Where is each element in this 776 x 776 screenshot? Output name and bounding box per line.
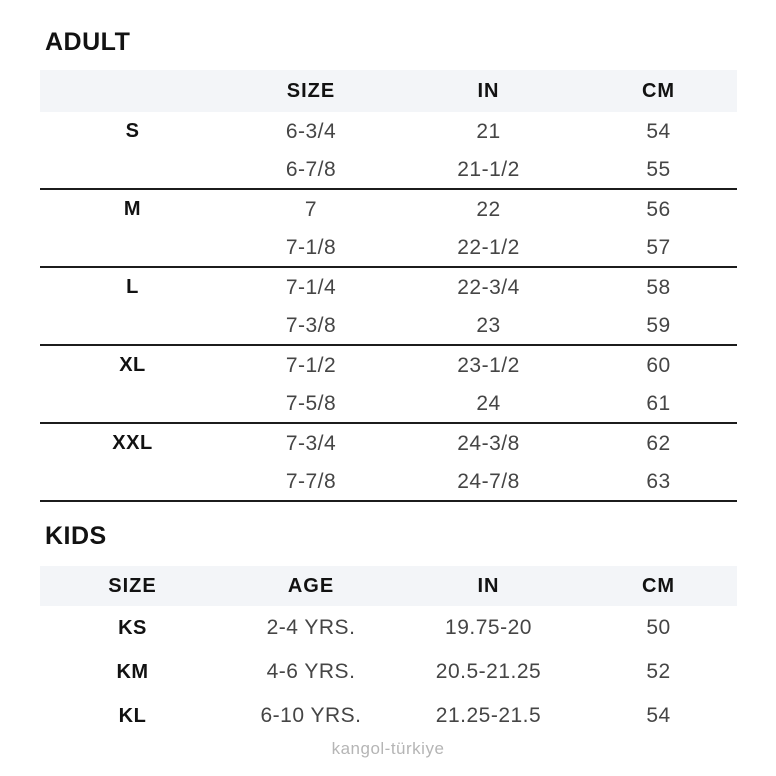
cm-cell: 63 — [646, 469, 671, 493]
in-cell: 24 — [476, 391, 501, 415]
adult-header-cm: CM — [641, 79, 676, 102]
age-cell: 2-4 YRS. — [266, 616, 356, 639]
size-cell: 6-3/4 — [285, 119, 337, 143]
adult-header-size: SIZE — [286, 79, 336, 102]
adult-table-header — [40, 70, 737, 112]
in-cell: 23-1/2 — [457, 353, 520, 377]
cm-cell: 60 — [646, 353, 671, 377]
cm-cell: 50 — [646, 616, 671, 639]
cm-cell: 52 — [646, 660, 671, 683]
adult-section-title: ADULT — [45, 28, 131, 56]
table-row — [40, 307, 737, 346]
kids-table-header — [40, 566, 737, 606]
cm-cell: 61 — [646, 391, 671, 415]
in-cell: 21 — [476, 119, 501, 143]
size-label-cell: KM — [116, 660, 149, 683]
table-row — [40, 190, 737, 229]
cm-cell: 62 — [646, 431, 671, 455]
in-cell: 23 — [476, 313, 501, 337]
kids-section-title: KIDS — [45, 522, 107, 550]
size-cell: 7 — [304, 197, 318, 221]
in-cell: 20.5-21.25 — [435, 660, 542, 683]
cm-cell: 57 — [646, 235, 671, 259]
kids-header-age: AGE — [287, 574, 335, 597]
size-label-cell: S — [125, 120, 140, 142]
table-row — [40, 268, 737, 307]
size-label-cell: M — [123, 198, 142, 220]
table-row — [40, 694, 737, 738]
size-label-cell: L — [126, 276, 139, 298]
age-cell: 6-10 YRS. — [260, 704, 362, 727]
size-cell: 6-7/8 — [285, 157, 337, 181]
table-row — [40, 424, 737, 463]
cm-cell: 56 — [646, 197, 671, 221]
size-cell: 7-3/8 — [285, 313, 337, 337]
kids-header-cm: CM — [641, 574, 676, 597]
kids-header-in: IN — [477, 574, 500, 597]
table-row — [40, 385, 737, 424]
in-cell: 22-3/4 — [457, 275, 520, 299]
size-cell: 7-7/8 — [285, 469, 337, 493]
size-cell: 7-3/4 — [285, 431, 337, 455]
table-row — [40, 606, 737, 650]
watermark-text: kangol-türkiye — [331, 739, 445, 758]
size-cell: 7-5/8 — [285, 391, 337, 415]
table-row — [40, 151, 737, 190]
age-cell: 4-6 YRS. — [266, 660, 356, 683]
size-label-cell: KL — [118, 704, 147, 727]
size-label-cell: KS — [118, 616, 147, 639]
in-cell: 21-1/2 — [457, 157, 520, 181]
adult-size-table — [40, 70, 737, 502]
cm-cell: 54 — [646, 704, 671, 727]
in-cell: 19.75-20 — [445, 616, 532, 639]
in-cell: 22-1/2 — [457, 235, 520, 259]
size-label-cell: XL — [119, 354, 146, 376]
adult-header-in: IN — [477, 79, 500, 102]
table-row — [40, 650, 737, 694]
in-cell: 24-7/8 — [457, 469, 520, 493]
kids-size-table — [40, 566, 737, 738]
size-label-cell: XXL — [112, 432, 153, 454]
cm-cell: 54 — [646, 119, 671, 143]
table-row — [40, 463, 737, 502]
in-cell: 22 — [476, 197, 501, 221]
kids-header-size: SIZE — [108, 574, 157, 597]
table-row — [40, 346, 737, 385]
size-cell: 7-1/8 — [285, 235, 337, 259]
cm-cell: 58 — [646, 275, 671, 299]
table-row — [40, 229, 737, 268]
size-cell: 7-1/2 — [285, 353, 337, 377]
cm-cell: 55 — [646, 157, 671, 181]
cm-cell: 59 — [646, 313, 671, 337]
in-cell: 21.25-21.5 — [435, 704, 542, 727]
size-cell: 7-1/4 — [285, 275, 337, 299]
table-row — [40, 112, 737, 151]
in-cell: 24-3/8 — [457, 431, 520, 455]
